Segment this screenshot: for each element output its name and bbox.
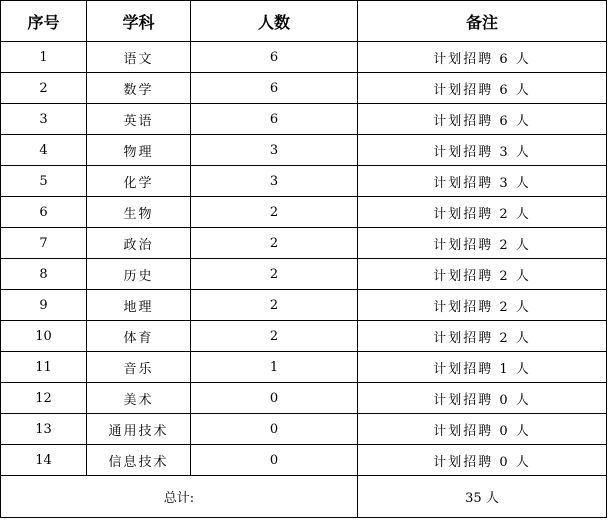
cell-subject: 体育 <box>87 321 191 352</box>
cell-note: 计划招聘 2 人 <box>358 259 607 290</box>
cell-count: 6 <box>191 104 358 135</box>
cell-subject: 通用技术 <box>87 414 191 445</box>
cell-subject: 政治 <box>87 228 191 259</box>
cell-no: 5 <box>1 166 87 197</box>
cell-no: 11 <box>1 352 87 383</box>
cell-no: 10 <box>1 321 87 352</box>
cell-note: 计划招聘 0 人 <box>358 445 607 476</box>
table-row <box>1 321 607 352</box>
table-row <box>1 445 607 476</box>
cell-subject: 化学 <box>87 166 191 197</box>
cell-note: 计划招聘 2 人 <box>358 290 607 321</box>
cell-note: 计划招聘 2 人 <box>358 197 607 228</box>
table-row <box>1 42 607 73</box>
cell-note: 计划招聘 3 人 <box>358 166 607 197</box>
cell-no: 2 <box>1 73 87 104</box>
cell-subject: 物理 <box>87 135 191 166</box>
cell-subject: 数学 <box>87 73 191 104</box>
cell-no: 6 <box>1 197 87 228</box>
table-row <box>1 104 607 135</box>
cell-count: 6 <box>191 42 358 73</box>
header-subject: 学科 <box>87 1 191 42</box>
cell-count: 0 <box>191 414 358 445</box>
cell-subject: 音乐 <box>87 352 191 383</box>
table-row <box>1 135 607 166</box>
cell-no: 14 <box>1 445 87 476</box>
cell-count: 1 <box>191 352 358 383</box>
cell-no: 12 <box>1 383 87 414</box>
cell-no: 9 <box>1 290 87 321</box>
cell-subject: 英语 <box>87 104 191 135</box>
cell-subject: 语文 <box>87 42 191 73</box>
table-row <box>1 352 607 383</box>
cell-note: 计划招聘 2 人 <box>358 321 607 352</box>
cell-count: 2 <box>191 321 358 352</box>
cell-no: 1 <box>1 42 87 73</box>
cell-count: 3 <box>191 166 358 197</box>
cell-count: 6 <box>191 73 358 104</box>
total-row <box>1 476 607 518</box>
table-body <box>1 42 607 476</box>
cell-no: 13 <box>1 414 87 445</box>
cell-note: 计划招聘 3 人 <box>358 135 607 166</box>
cell-count: 0 <box>191 445 358 476</box>
cell-count: 3 <box>191 135 358 166</box>
table-row <box>1 259 607 290</box>
table-row <box>1 414 607 445</box>
cell-note: 计划招聘 6 人 <box>358 104 607 135</box>
header-no: 序号 <box>1 1 87 42</box>
cell-count: 2 <box>191 228 358 259</box>
cell-note: 计划招聘 1 人 <box>358 352 607 383</box>
table-row <box>1 228 607 259</box>
cell-note: 计划招聘 2 人 <box>358 228 607 259</box>
cell-no: 8 <box>1 259 87 290</box>
cell-count: 0 <box>191 383 358 414</box>
header-count: 人数 <box>191 1 358 42</box>
table-row <box>1 383 607 414</box>
table-row <box>1 290 607 321</box>
total-value: 35 人 <box>358 476 607 518</box>
cell-count: 2 <box>191 290 358 321</box>
cell-subject: 信息技术 <box>87 445 191 476</box>
cell-subject: 历史 <box>87 259 191 290</box>
cell-subject: 地理 <box>87 290 191 321</box>
total-label: 总计: <box>1 476 358 518</box>
cell-note: 计划招聘 0 人 <box>358 414 607 445</box>
table-row <box>1 197 607 228</box>
cell-note: 计划招聘 6 人 <box>358 73 607 104</box>
cell-subject: 美术 <box>87 383 191 414</box>
cell-no: 7 <box>1 228 87 259</box>
cell-note: 计划招聘 6 人 <box>358 42 607 73</box>
table-row <box>1 73 607 104</box>
cell-no: 3 <box>1 104 87 135</box>
header-row <box>1 1 607 42</box>
cell-count: 2 <box>191 259 358 290</box>
cell-no: 4 <box>1 135 87 166</box>
cell-note: 计划招聘 0 人 <box>358 383 607 414</box>
cell-subject: 生物 <box>87 197 191 228</box>
cell-count: 2 <box>191 197 358 228</box>
table-row <box>1 166 607 197</box>
header-note: 备注 <box>358 1 607 42</box>
